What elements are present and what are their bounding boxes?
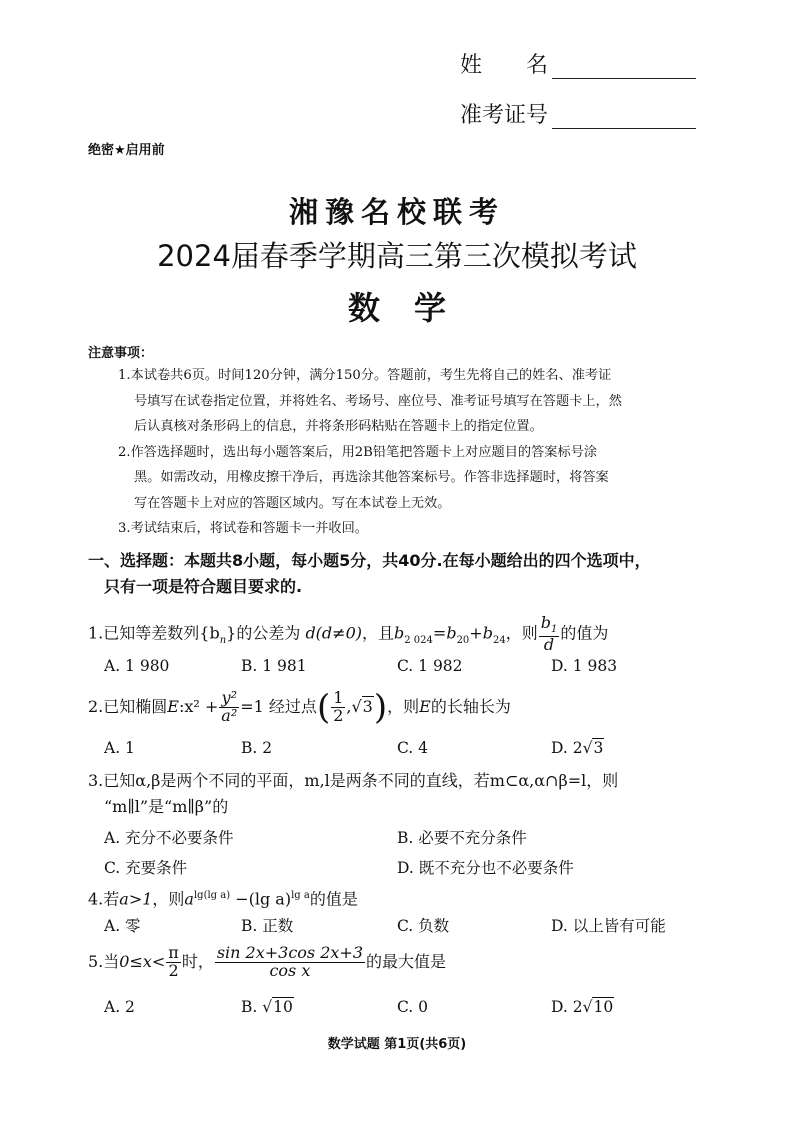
question-2: 2.已知椭圆E:x² + $\frac{\text{y²}}{\text{a²}}$ =1 经过点( $\frac{1}{2}$ ,√3)，则E的长轴长为 [88,687,511,728]
q4-option-d[interactable]: D. 以上皆有可能 [551,917,666,935]
q2-option-c[interactable]: C. 4 [397,739,429,757]
notice-line: 2.作答选择题时，选出每小题答案后，用2B铅笔把答题卡上对应题目的答案标号涂 [118,444,598,460]
q4-option-c[interactable]: C. 负数 [397,917,450,935]
q1-option-b[interactable]: B. 1 981 [241,657,307,675]
confidential-mark: 绝密★启用前 [88,143,165,158]
fraction: $\frac{\text{y²}}{\text{a²}}$ [221,688,238,725]
fraction: $\frac{1}{2}$ [333,688,344,725]
fraction: $\frac{\pi}{2}$ [168,943,179,980]
name-label: 姓 名 [460,53,549,78]
notice-list [118,363,718,542]
notice-line: 写在答题卡上对应的答题区域内。写在本试卷上无效。 [134,495,451,511]
fraction: $\frac{\sin 2x+3\cos 2x+3}{\text{cos x}}$ [216,943,364,980]
notice-line: 黑。如需改动，用橡皮擦干净后，再选涂其他答案标号。作答非选择题时，将答案 [134,470,609,485]
q3-option-a[interactable]: A. 充分不必要条件 [104,829,234,847]
page-footer: 数学试题 第1页(共6页) [327,1037,467,1052]
exam-number-field[interactable] [460,98,696,129]
exam-number-label: 准考证号 [460,103,549,128]
q3-option-c[interactable]: C. 充要条件 [104,859,188,877]
q2-option-d[interactable]: D. 2√3 [551,739,604,757]
q1-option-c[interactable]: C. 1 982 [397,657,463,675]
section-heading-line: 只有一项是符合题目要求的. [104,577,303,596]
fraction: $\frac{b_1}{d}$ [540,613,558,654]
question-1: 1.已知等差数列$\{b_n\}$的公差为 d(d≠0)，且$b_{2 024}=b_{20}+b_{24}$，则 $\frac{b_1}{d}$ 的值为 [88,613,609,654]
name-underline[interactable] [552,54,696,79]
exam-number-underline[interactable] [552,104,696,129]
q2-option-a[interactable]: A. 1 [104,739,135,757]
q3-option-b[interactable]: B. 必要不充分条件 [397,829,527,847]
notice-line: 后认真核对条形码上的信息，并将条形码粘贴在答题卡上的指定位置。 [134,419,543,434]
q4-option-a[interactable]: A. 零 [104,917,141,935]
q5-option-c[interactable]: C. 0 [397,998,429,1016]
notice-line: 1.本试卷共6页。时间120分钟，满分150分。答题前，考生先将自己的姓名、准考证 [118,368,612,383]
section-heading-line: 一、选择题：本题共8小题，每小题5分，共40分.在每小题给出的四个选项中， [88,551,651,570]
subject-title: 数学 [347,289,480,327]
notice-line: 号填写在试卷指定位置，并将姓名、考场号、座位号、准考证号填写在答题卡上，然 [134,393,622,409]
q5-option-a[interactable]: A. 2 [104,998,135,1016]
question-3-line: “m∥l”是“m∥β”的 [104,797,229,816]
q5-option-d[interactable]: D. 2√10 [551,998,614,1016]
question-4: 4.若a>1，则$a^{lg(lg a)} -(\lg$ a)$^{lg a}$的值是 [88,889,358,909]
q1-option-d[interactable]: D. 1 983 [551,657,618,675]
exam-name-title: 2024届春季学期高三第三次模拟考试 [157,239,637,273]
name-field[interactable] [460,48,696,79]
exam-org-title: 湘豫名校联考 [288,195,505,229]
question-3 [88,768,618,820]
q5-option-b[interactable]: B. √10 [241,998,293,1016]
q2-option-b[interactable]: B. 2 [241,739,273,757]
notice-heading: 注意事项： [88,346,154,361]
section-heading [88,548,651,600]
question-5: 5.当0≤x< $\frac{\pi}{2}$ 时， $\frac{\sin 2x+3\cos 2x+3}{\text{cos x}}$ 的最大值是 [88,943,447,980]
notice-line: 3.考试结束后，将试卷和答题卡一并收回。 [118,521,368,536]
q4-option-b[interactable]: B. 正数 [241,917,294,935]
question-3-line: 3.已知α,β是两个不同的平面，m,l是两条不同的直线，若m⊂α,α∩β=l，则 [88,771,619,790]
q3-option-d[interactable]: D. 既不充分也不必要条件 [397,859,574,877]
q1-option-a[interactable]: A. 1 980 [104,657,170,675]
